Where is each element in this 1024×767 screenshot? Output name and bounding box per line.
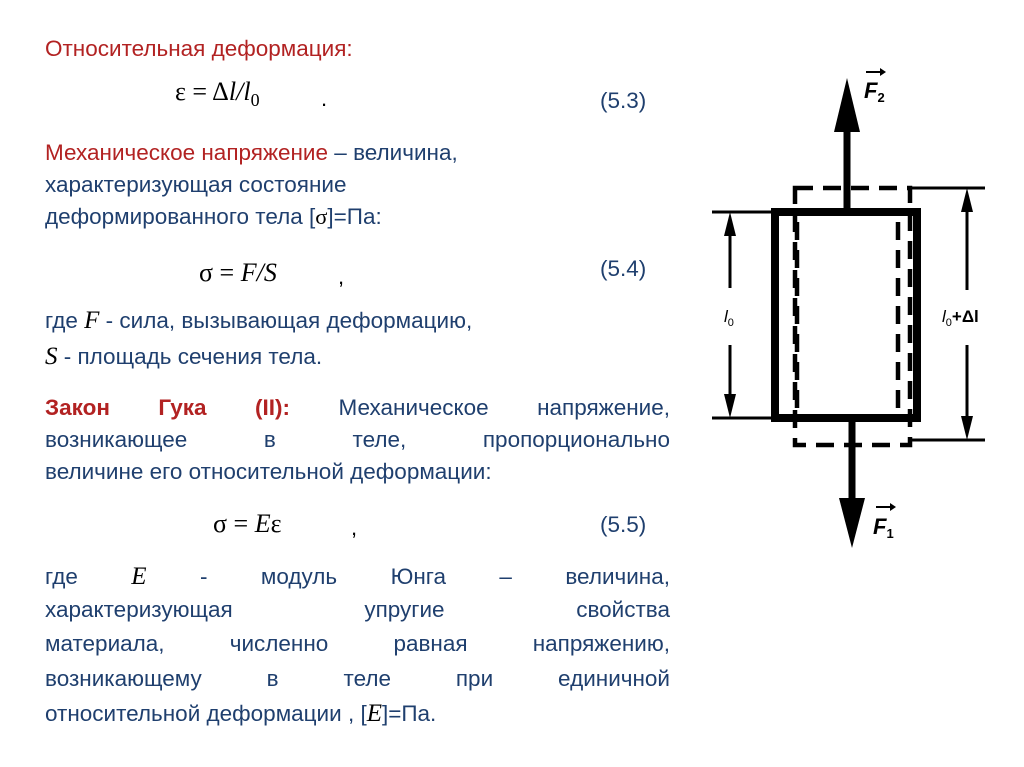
dim-arrow-l0dl-top <box>961 188 973 212</box>
formula-5-4: σ = F/S <box>199 258 277 287</box>
length-l0-label: $l_0$ <box>724 307 734 329</box>
hooke-law-title: Закон Гука (II): <box>45 395 291 420</box>
dim-arrow-l0-top <box>724 212 736 236</box>
where-area-line: S - площадь сечения тела. <box>45 343 323 370</box>
dim-arrow-l0dl-bottom <box>961 416 973 440</box>
hooke-law-line-3: величине его относительной деформации: <box>45 459 492 484</box>
young-modulus-line-2: характеризующая упругие свойства <box>45 597 670 622</box>
relative-deformation-heading: Относительная деформация: <box>45 36 353 61</box>
equation-number-5-4: (5.4) <box>600 256 647 281</box>
stress-definition-line-2: характеризующая состояние <box>45 172 347 197</box>
equation-number-5-3: (5.3) <box>600 88 647 113</box>
young-modulus-line-3: материала, численно равная напряжению, <box>45 631 670 656</box>
force-bottom-arrowhead <box>839 498 865 548</box>
formula-5-5: σ = Eε <box>213 509 282 538</box>
equation-number-5-5: (5.5) <box>600 512 647 537</box>
vector-mark-f1-head <box>890 503 896 511</box>
dim-arrow-l0-bottom <box>724 394 736 418</box>
length-l0-dl-label: $l_0+\Delta l$ <box>942 307 979 329</box>
young-modulus-line-1: где E - модуль Юнга – величина, <box>45 563 670 590</box>
stress-definition-line-3: деформированного тела [σ]=Па: <box>45 204 382 229</box>
formula-5-4-comma: , <box>338 264 345 289</box>
force-top-label: F2 <box>864 78 885 105</box>
stress-term: Механическое напряжение <box>45 140 329 165</box>
formula-5-5-comma: , <box>351 515 358 540</box>
force-top-arrowhead <box>834 78 860 132</box>
formula-5-3: $\varepsilon = \Delta l/l_0$ <box>175 77 260 110</box>
force-bottom-label: F1 <box>873 514 894 541</box>
young-modulus-line-4: возникающему в теле при единичной <box>45 666 670 691</box>
stress-definition-line-1: Механическое напряжение – величина, <box>45 140 458 165</box>
where-force-line: где F - сила, вызывающая деформацию, <box>45 307 473 334</box>
deformed-body-outline <box>795 188 910 445</box>
formula-5-3-period: . <box>321 86 328 111</box>
hooke-law-line-1: Закон Гука (II): Механическое напряжение, <box>45 395 670 420</box>
young-modulus-line-5: относительной деформации , [E]=Па. <box>45 700 437 727</box>
hooke-law-line-2: возникающее в теле, пропорционально <box>45 427 670 452</box>
vector-mark-f2-head <box>880 68 886 76</box>
